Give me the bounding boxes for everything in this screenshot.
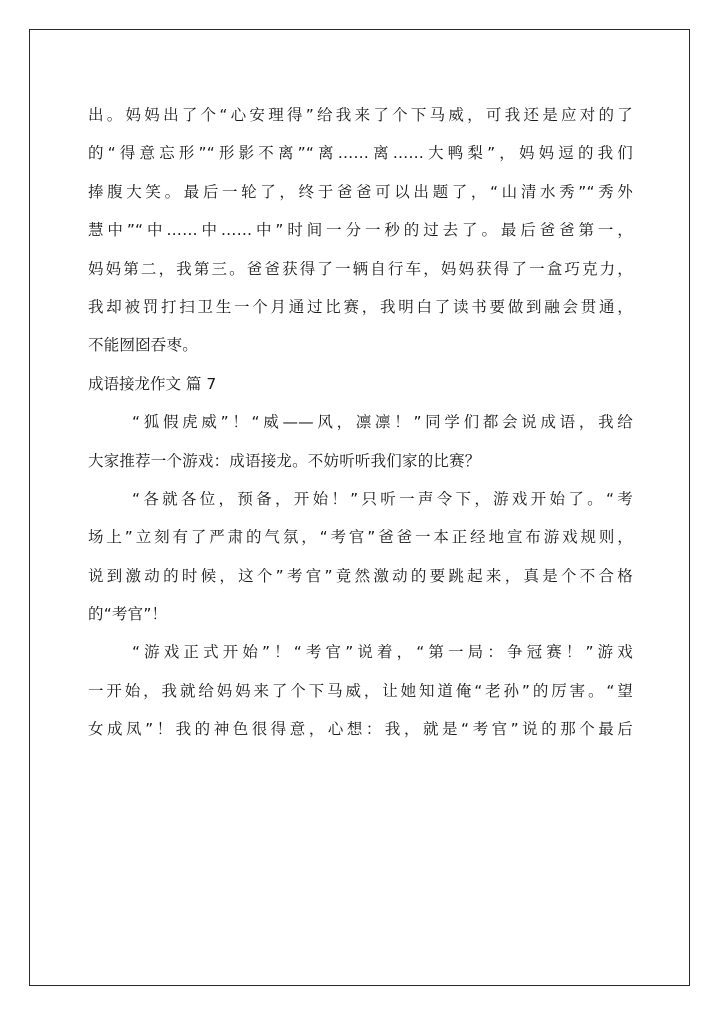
text-line: 女成凤”！我的神色很得意，心想：我，就是“考官”说的那个最后 — [88, 720, 633, 739]
text-line: 我却被罚打扫卫生一个月通过比赛，我明白了读书要做到融会贯通， — [88, 297, 633, 316]
text-line: 场上”立刻有了严肃的气氛，“考官”爸爸一本正经地宣布游戏规则， — [88, 528, 633, 547]
text-line: 妈妈第二，我第三。爸爸获得了一辆自行车，妈妈获得了一盒巧克力， — [88, 259, 633, 278]
text-line: “狐假虎威”！“威——风，凛凛！”同学们都会说成语，我给 — [132, 413, 633, 432]
text-line: 出。妈妈出了个“心安理得”给我来了个下马威，可我还是应对的了 — [88, 106, 633, 124]
text-line: 的“得意忘形”“形影不离”“离……离……大鸭梨”，妈妈逗的我们 — [88, 144, 633, 163]
text-line: 慧中”“中……中……中”时间一分一秒的过去了。最后爸爸第一， — [88, 221, 633, 240]
section-heading: 成语接龙作文 篇 7 — [88, 374, 217, 393]
text-line: 捧腹大笑。最后一轮了，终于爸爸可以出题了，“山清水秀”“秀外 — [88, 182, 633, 201]
text-line: 不能囫囵吞枣。 — [88, 336, 198, 355]
text-line: 一开始，我就给妈妈来了个下马威，让她知道俺“老孙”的厉害。“望 — [88, 681, 633, 700]
text-line: 说到激动的时候，这个”考官”竟然激动的要跳起来，真是个不合格 — [88, 566, 633, 585]
text-line: 的“考官”！ — [88, 605, 168, 624]
document-body — [88, 96, 633, 749]
text-line: 大家推荐一个游戏：成语接龙。不妨听听我们家的比赛？ — [88, 451, 481, 470]
text-line: “各就各位，预备，开始！”只听一声令下，游戏开始了。“考 — [132, 489, 633, 508]
text-line: “游戏正式开始”！“考官”说着，“第一局：争冠赛！”游戏 — [132, 643, 633, 662]
